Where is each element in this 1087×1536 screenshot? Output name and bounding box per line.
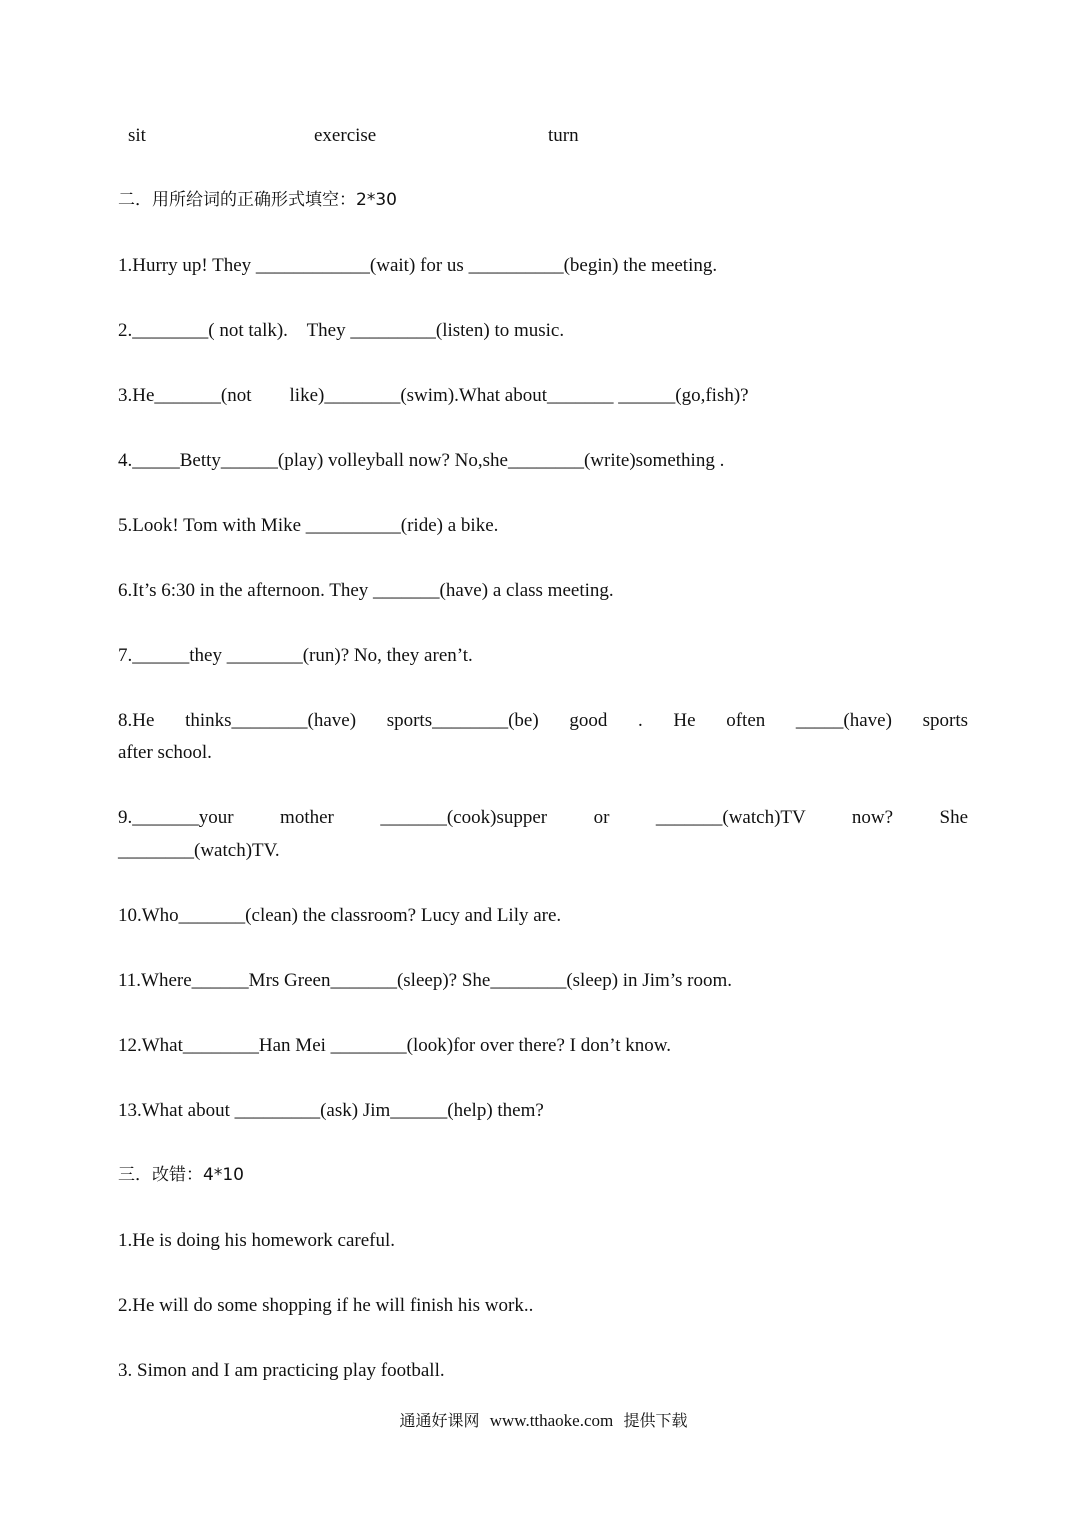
question-3: 3.He_______(not like)________(swim).What about_______ ______(go,fish)? <box>118 385 749 406</box>
word-exercise: exercise <box>314 125 377 146</box>
footer-site-name: 通通好课网 <box>399 1411 480 1430</box>
section-2-title: 二．用所给词的正确形式填空：2*30 <box>118 190 397 210</box>
word-sit: sit <box>128 125 146 146</box>
correction-3: 3. Simon and I am practicing play football. <box>118 1360 445 1381</box>
footer-url: www.tthaoke.com <box>489 1411 614 1430</box>
question-8-line-2: after school. <box>118 742 212 763</box>
question-7: 7.______they ________(run)? No, they aren’t. <box>118 645 473 666</box>
page-footer <box>0 1410 1087 1432</box>
question-4: 4._____Betty______(play) volleyball now? No,she________(write)something . <box>118 450 725 471</box>
question-13: 13.What about _________(ask) Jim______(help) them? <box>118 1100 544 1121</box>
question-9-line-2: ________(watch)TV. <box>118 840 280 861</box>
question-5: 5.Look! Tom with Mike __________(ride) a bike. <box>118 515 499 536</box>
question-6: 6.It’s 6:30 in the afternoon. They _______(have) a class meeting. <box>118 580 614 601</box>
section-3-title: 三．改错：4*10 <box>118 1165 244 1185</box>
question-8-line-1: 8.He thinks________(have) sports________(be) good . He often _____(have) sports <box>118 710 968 731</box>
question-1: 1.Hurry up! They ____________(wait) for us __________(begin) the meeting. <box>118 255 718 276</box>
correction-2: 2.He will do some shopping if he will finish his work.. <box>118 1295 534 1316</box>
question-11: 11.Where______Mrs Green_______(sleep)? She________(sleep) in Jim’s room. <box>118 970 733 991</box>
question-2: 2.________( not talk). They _________(listen) to music. <box>118 320 565 341</box>
footer-provide-text: 提供下载 <box>623 1411 688 1430</box>
question-10: 10.Who_______(clean) the classroom? Lucy and Lily are. <box>118 905 562 926</box>
question-9-line-1: 9._______your mother _______(cook)supper or _______(watch)TV now? She <box>118 807 968 828</box>
word-turn: turn <box>548 125 579 146</box>
correction-1: 1.He is doing his homework careful. <box>118 1230 396 1251</box>
question-12: 12.What________Han Mei ________(look)for over there? I don’t know. <box>118 1035 671 1056</box>
